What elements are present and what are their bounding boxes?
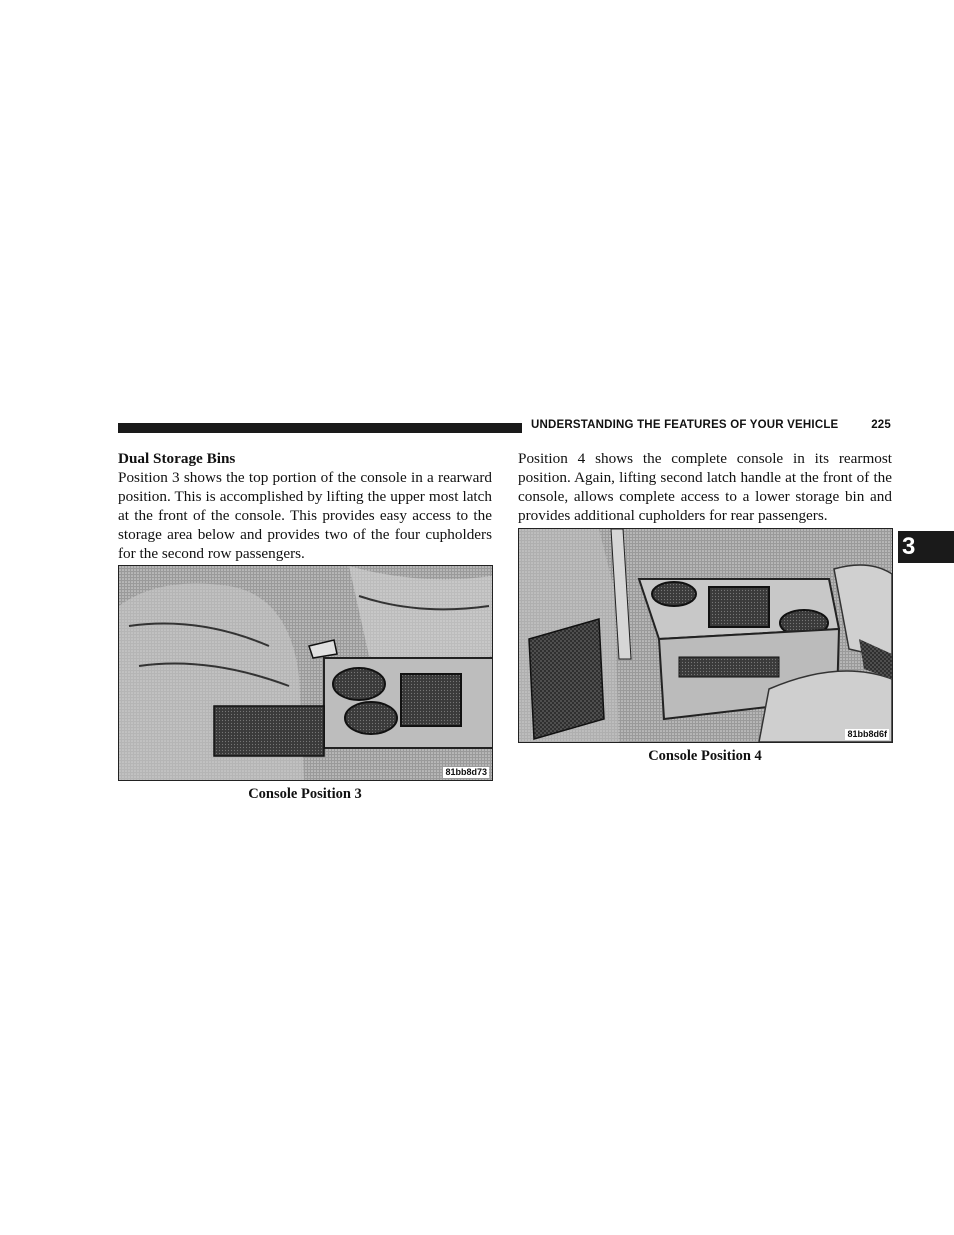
console-position-4-illustration: [519, 529, 892, 742]
header-rule: [118, 423, 522, 433]
left-column: [118, 449, 492, 563]
figure-console-position-4: [518, 528, 893, 743]
section-heading: Dual Storage Bins: [118, 450, 236, 467]
body-paragraph-right: Position 4 shows the complete console in its rearmost position. Again, lifting second latch handle at the front of the console, allows complete access to a lower storage bin and provides additional cupholders for rear passengers.: [518, 450, 892, 524]
figure-console-position-3: [118, 565, 493, 781]
figure-code: 81bb8d6f: [847, 729, 887, 739]
figure-caption: Console Position 4: [648, 748, 762, 764]
console-position-3-illustration: [119, 566, 492, 780]
page-number: 225: [871, 419, 891, 431]
right-column: [518, 449, 892, 525]
running-title: UNDERSTANDING THE FEATURES OF YOUR VEHICLE: [531, 419, 839, 431]
running-header: [531, 419, 891, 431]
figure-caption: Console Position 3: [248, 786, 362, 802]
body-paragraph-left: Position 3 shows the top portion of the console in a rearward position. This is accomplished by lifting the upper most latch at the front of the console. This provides easy access to the storage area below and provides two of the four cupholders for the second row passengers.: [118, 469, 492, 562]
figure-code: 81bb8d73: [445, 767, 487, 777]
chapter-tab: 3: [898, 531, 954, 563]
